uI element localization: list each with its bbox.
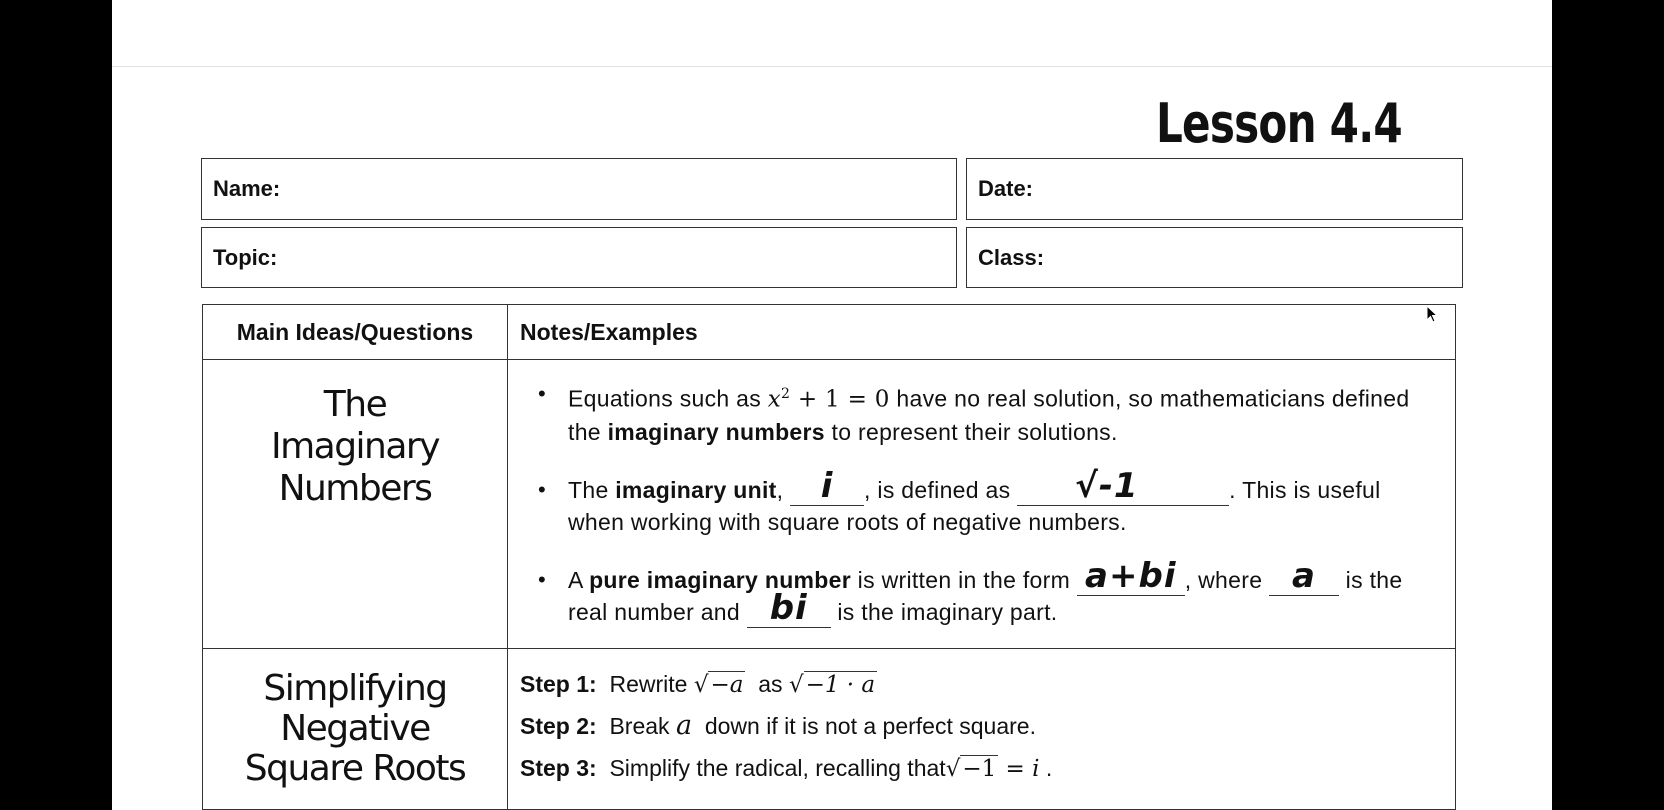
radicand: −1 bbox=[962, 756, 997, 782]
main-idea-line: Simplifying bbox=[263, 668, 447, 709]
math-exponent: 2 bbox=[781, 386, 791, 402]
list-item bbox=[538, 465, 1443, 538]
main-idea-line: Negative bbox=[280, 708, 430, 749]
main-idea-line: The bbox=[323, 384, 387, 425]
step-3 bbox=[520, 747, 1443, 789]
main-idea-line: Numbers bbox=[278, 468, 432, 509]
note-text: is written in the form bbox=[850, 566, 1077, 593]
math-variable: a bbox=[675, 710, 693, 741]
step-text: down if it is not a perfect square. bbox=[692, 713, 1036, 739]
note-text: have no real solution, so mathematicians defined the bbox=[568, 385, 1410, 445]
note-bold-term: pure imaginary number bbox=[589, 566, 851, 593]
radical: √−1 bbox=[945, 756, 997, 782]
step-2 bbox=[520, 705, 1443, 747]
note-text: A bbox=[568, 566, 590, 593]
page-top-divider bbox=[112, 66, 1552, 67]
math-expression: + 1 = 0 bbox=[790, 386, 890, 413]
col-header-notes: Notes/Examples bbox=[508, 305, 1456, 360]
step-text: Simplify the radical, recalling that bbox=[596, 755, 946, 781]
steps-list bbox=[508, 649, 1455, 789]
table-header-row bbox=[203, 305, 1456, 360]
radicand: −a bbox=[710, 672, 744, 698]
fill-blank[interactable] bbox=[1269, 555, 1339, 596]
note-bold-term: imaginary numbers bbox=[607, 418, 825, 445]
cornell-notes-table bbox=[202, 304, 1456, 810]
list-item bbox=[538, 378, 1443, 448]
handwritten-answer: a bbox=[1292, 555, 1316, 596]
step-label: Step 2: bbox=[520, 713, 597, 739]
document-page bbox=[112, 0, 1552, 810]
notes-bullet-list bbox=[508, 360, 1455, 628]
fill-blank[interactable] bbox=[790, 465, 864, 506]
table-row bbox=[203, 360, 1456, 649]
note-text: is the imaginary part. bbox=[830, 598, 1058, 625]
class-field[interactable] bbox=[966, 227, 1463, 288]
math-variable: i bbox=[1032, 756, 1040, 782]
handwritten-answer: bi bbox=[769, 587, 808, 628]
main-idea-imaginary-numbers bbox=[203, 360, 507, 510]
name-field[interactable] bbox=[201, 158, 957, 220]
note-text: to represent their solutions. bbox=[824, 418, 1118, 445]
topic-field[interactable] bbox=[201, 227, 957, 288]
fill-blank[interactable] bbox=[1017, 465, 1229, 506]
step-1 bbox=[520, 663, 1443, 705]
handwritten-answer: i bbox=[820, 465, 834, 506]
math-variable: x bbox=[767, 386, 782, 413]
col-header-main-ideas: Main Ideas/Questions bbox=[203, 305, 508, 360]
note-text: Equations such as bbox=[568, 385, 768, 412]
math-equals: = bbox=[998, 756, 1033, 782]
notes-cell bbox=[508, 649, 1456, 810]
radical: √−a bbox=[693, 672, 744, 698]
note-text: is the real number and bbox=[568, 566, 1403, 625]
radical: √−1 · a bbox=[788, 672, 876, 698]
radicand: −1 · a bbox=[805, 672, 876, 698]
main-idea-line: Square Roots bbox=[244, 748, 466, 789]
note-text: , where bbox=[1184, 566, 1269, 593]
fill-blank[interactable] bbox=[1077, 555, 1185, 596]
step-label: Step 3: bbox=[520, 755, 597, 781]
handwritten-answer: a+bi bbox=[1085, 555, 1177, 596]
step-text: Rewrite bbox=[596, 671, 694, 697]
note-text: . This is useful when working with square roots of negative numbers. bbox=[568, 476, 1381, 535]
topic-label: Topic: bbox=[213, 244, 278, 270]
step-text: as bbox=[745, 671, 789, 697]
main-idea-line: Imaginary bbox=[270, 426, 440, 467]
date-field[interactable] bbox=[966, 158, 1463, 220]
handwritten-answer: √-1 bbox=[1075, 465, 1139, 506]
step-label: Step 1: bbox=[520, 671, 597, 697]
main-idea-simplifying bbox=[203, 649, 507, 789]
table-row bbox=[203, 649, 1456, 810]
step-text: Break bbox=[596, 713, 676, 739]
lesson-title: Lesson 4.4 bbox=[1156, 92, 1402, 155]
fill-blank[interactable] bbox=[747, 587, 831, 628]
step-text: . bbox=[1039, 755, 1053, 781]
class-label: Class: bbox=[978, 244, 1045, 270]
notes-cell bbox=[508, 360, 1456, 649]
main-idea-cell bbox=[203, 360, 508, 649]
note-text: , bbox=[776, 476, 791, 503]
main-idea-cell bbox=[203, 649, 508, 810]
date-label: Date: bbox=[978, 176, 1034, 201]
note-text: , is defined as bbox=[864, 476, 1018, 503]
name-label: Name: bbox=[213, 176, 281, 201]
list-item bbox=[538, 555, 1443, 628]
note-bold-term: imaginary unit bbox=[615, 476, 777, 503]
note-text: The bbox=[568, 476, 616, 503]
